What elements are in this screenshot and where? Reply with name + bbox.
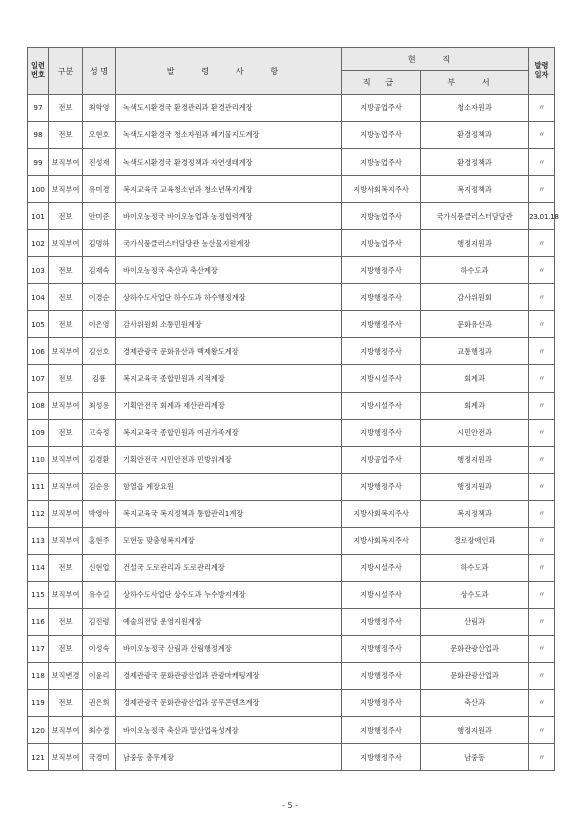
row-name: 최수경 <box>83 717 116 744</box>
row-date: 〃 <box>529 284 555 311</box>
row-category: 전보 <box>49 554 83 581</box>
row-name: 안미준 <box>83 203 116 230</box>
row-rank: 지방행정주사 <box>342 473 421 500</box>
row-rank: 지방공업주사 <box>342 446 421 473</box>
row-name: 유수길 <box>83 581 116 608</box>
row-number: 115 <box>28 581 49 608</box>
header-current-position: 현 직 <box>342 48 529 71</box>
row-order: 바이오농정국 바이오농업과 농정협력계장 <box>116 203 342 230</box>
row-date: 〃 <box>529 717 555 744</box>
row-number: 118 <box>28 662 49 689</box>
row-date: 〃 <box>529 690 555 717</box>
row-category: 보직부여 <box>49 527 83 554</box>
row-rank: 지방사회복지주사 <box>342 176 421 203</box>
row-category: 전보 <box>49 365 83 392</box>
table-row <box>28 311 555 338</box>
row-rank: 지방사회복지주사 <box>342 500 421 527</box>
row-order: 복지교육국 종합민원과 지적계장 <box>116 365 342 392</box>
row-number: 98 <box>28 122 49 149</box>
row-order: 상하수도사업단 하수도과 하수행정계장 <box>116 284 342 311</box>
header-rank: 직 급 <box>342 71 421 95</box>
row-dept: 국가식품클러스터담당관 <box>421 203 529 230</box>
row-category: 보직부여 <box>49 230 83 257</box>
row-order: 바이오농정국 축산과 축산계장 <box>116 257 342 284</box>
row-number: 105 <box>28 311 49 338</box>
row-order: 경제관광국 문화유산과 백제왕도계장 <box>116 338 342 365</box>
table-row <box>28 284 555 311</box>
row-name: 김재숙 <box>83 257 116 284</box>
row-date: 〃 <box>529 554 555 581</box>
row-dept: 회계과 <box>421 392 529 419</box>
table-row <box>28 717 555 744</box>
row-order: 감사위원회 소통민원계장 <box>116 311 342 338</box>
row-name: 이경순 <box>83 284 116 311</box>
row-order: 바이오농정국 산림과 산림행정계장 <box>116 635 342 662</box>
table-row <box>28 527 555 554</box>
row-rank: 지방행정주사 <box>342 419 421 446</box>
row-number: 114 <box>28 554 49 581</box>
row-category: 보직부여 <box>49 500 83 527</box>
row-name: 최학영 <box>83 95 116 122</box>
row-rank: 지방시설주사 <box>342 365 421 392</box>
row-rank: 지방공업주사 <box>342 95 421 122</box>
row-date: 〃 <box>529 257 555 284</box>
row-date: 〃 <box>529 635 555 662</box>
row-rank: 지방행정주사 <box>342 608 421 635</box>
row-order: 녹색도시환경국 청소자원과 폐기물지도계장 <box>116 122 342 149</box>
header-category: 구분 <box>49 48 83 95</box>
row-date: 〃 <box>529 744 555 771</box>
row-order: 상하수도사업단 상수도과 누수방지계장 <box>116 581 342 608</box>
row-order: 복지교육국 복지정책과 통합관리1계장 <box>116 500 342 527</box>
row-category: 보직부여 <box>49 717 83 744</box>
row-dept: 행정지원과 <box>421 446 529 473</box>
row-name: 권은희 <box>83 690 116 717</box>
row-category: 보직부여 <box>49 446 83 473</box>
row-dept: 문화관광산업과 <box>421 635 529 662</box>
row-rank: 지방사회복지주사 <box>342 527 421 554</box>
row-date: 〃 <box>529 527 555 554</box>
row-number: 102 <box>28 230 49 257</box>
table-row <box>28 230 555 257</box>
row-number: 103 <box>28 257 49 284</box>
table-row <box>28 446 555 473</box>
row-date: 〃 <box>529 365 555 392</box>
row-number: 117 <box>28 635 49 662</box>
row-category: 보직부여 <box>49 473 83 500</box>
row-dept: 하수도과 <box>421 554 529 581</box>
table-row <box>28 392 555 419</box>
row-order: 기획안전국 회계과 재산관리계장 <box>116 392 342 419</box>
row-dept: 행정지원과 <box>421 230 529 257</box>
row-rank: 지방농업주사 <box>342 149 421 176</box>
row-date: 〃 <box>529 419 555 446</box>
table-body <box>28 95 559 771</box>
row-dept: 행정지원과 <box>421 473 529 500</box>
row-category: 전보 <box>49 257 83 284</box>
row-name: 박영아 <box>83 500 116 527</box>
row-name: 고숙정 <box>83 419 116 446</box>
row-category: 보직부여 <box>49 149 83 176</box>
row-category: 전보 <box>49 690 83 717</box>
row-date: 〃 <box>529 392 555 419</box>
personnel-table <box>27 47 559 771</box>
row-dept: 축산과 <box>421 690 529 717</box>
header-date <box>529 48 555 95</box>
row-name: 진성재 <box>83 149 116 176</box>
row-date: 〃 <box>529 662 555 689</box>
row-number: 104 <box>28 284 49 311</box>
header-order: 발 령 사 항 <box>116 48 342 95</box>
row-rank: 지방행정주사 <box>342 635 421 662</box>
row-category: 보직변경 <box>49 662 83 689</box>
header-dept: 부 서 <box>421 71 529 95</box>
row-date: 〃 <box>529 176 555 203</box>
row-rank: 지방행정주사 <box>342 662 421 689</box>
row-name: 홍현주 <box>83 527 116 554</box>
row-name: 이은영 <box>83 311 116 338</box>
header-date-label: 발령 일자 <box>534 61 549 79</box>
row-date: 〃 <box>529 338 555 365</box>
table-row <box>28 662 555 689</box>
row-number: 110 <box>28 446 49 473</box>
row-category: 전보 <box>49 95 83 122</box>
row-name: 이윤리 <box>83 662 116 689</box>
row-dept: 문화관광산업과 <box>421 662 529 689</box>
row-name: 신현업 <box>83 554 116 581</box>
row-category: 전보 <box>49 284 83 311</box>
table-row <box>28 581 555 608</box>
row-dept: 교통행정과 <box>421 338 529 365</box>
row-category: 보직부여 <box>49 338 83 365</box>
row-number: 100 <box>28 176 49 203</box>
row-rank: 지방농업주사 <box>342 122 421 149</box>
row-category: 보직부여 <box>49 744 83 771</box>
row-number: 106 <box>28 338 49 365</box>
row-rank: 지방농업주사 <box>342 203 421 230</box>
row-dept: 회계과 <box>421 365 529 392</box>
row-dept: 복지정책과 <box>421 500 529 527</box>
row-order: 모현동 맞춤형복지계장 <box>116 527 342 554</box>
row-rank: 지방시설주사 <box>342 581 421 608</box>
row-rank: 지방행정주사 <box>342 311 421 338</box>
row-dept: 복지정책과 <box>421 176 529 203</box>
row-category: 보직부여 <box>49 392 83 419</box>
row-dept: 환경정책과 <box>421 122 529 149</box>
row-dept: 환경정책과 <box>421 149 529 176</box>
row-dept: 청소자원과 <box>421 95 529 122</box>
row-order: 함열읍 계장요원 <box>116 473 342 500</box>
row-name: 김선호 <box>83 338 116 365</box>
row-name: 김진령 <box>83 608 116 635</box>
row-order: 복지교육국 종합민원과 여권가족계장 <box>116 419 342 446</box>
row-date: 〃 <box>529 149 555 176</box>
header-name: 성 명 <box>83 48 116 95</box>
row-category: 보직부여 <box>49 176 83 203</box>
header-no <box>28 48 49 95</box>
table-row <box>28 149 555 176</box>
row-order: 바이오농정국 축산과 말산업육성계장 <box>116 717 342 744</box>
row-name: 최성용 <box>83 392 116 419</box>
row-date: 〃 <box>529 473 555 500</box>
table-row <box>28 257 555 284</box>
table-row <box>28 176 555 203</box>
row-dept: 감사위원회 <box>421 284 529 311</box>
table-header <box>28 48 555 95</box>
row-date: 〃 <box>529 311 555 338</box>
table-row <box>28 365 555 392</box>
table-row <box>28 744 555 771</box>
table-row <box>28 338 555 365</box>
row-category: 전보 <box>49 608 83 635</box>
row-name: 오현호 <box>83 122 116 149</box>
row-date: 〃 <box>529 608 555 635</box>
table-row <box>28 122 555 149</box>
row-dept: 경로장애인과 <box>421 527 529 554</box>
row-date: 〃 <box>529 122 555 149</box>
row-order: 예술의전당 운영지원계장 <box>116 608 342 635</box>
row-number: 107 <box>28 365 49 392</box>
row-order: 남중동 총무계장 <box>116 744 342 771</box>
row-order: 녹색도시환경국 환경관리과 환경관리계장 <box>116 95 342 122</box>
table-row <box>28 690 555 717</box>
row-dept: 하수도과 <box>421 257 529 284</box>
row-dept: 시민안전과 <box>421 419 529 446</box>
row-category: 전보 <box>49 635 83 662</box>
row-order: 경제관광국 문화관광산업과 콩무콘텐츠계장 <box>116 690 342 717</box>
row-order: 국가식품클러스터담당관 농산물지원계장 <box>116 230 342 257</box>
row-date: 〃 <box>529 500 555 527</box>
row-order: 건설국 도로관리과 도로관리계장 <box>116 554 342 581</box>
row-order: 기획안전국 시민안전과 민방위계장 <box>116 446 342 473</box>
table-row <box>28 95 555 122</box>
row-number: 113 <box>28 527 49 554</box>
row-category: 전보 <box>49 419 83 446</box>
row-number: 116 <box>28 608 49 635</box>
row-date: 23.01.18 <box>529 203 555 230</box>
row-rank: 지방시설주사 <box>342 554 421 581</box>
row-date: 〃 <box>529 446 555 473</box>
row-order: 경제관광국 문화관광산업과 관광마케팅계장 <box>116 662 342 689</box>
page-number: - 5 - <box>282 801 298 810</box>
row-rank: 지방행정주사 <box>342 284 421 311</box>
row-rank: 지방농업주사 <box>342 230 421 257</box>
row-number: 119 <box>28 690 49 717</box>
row-order: 녹색도시환경국 환경정책과 자연생태계장 <box>116 149 342 176</box>
row-date: 〃 <box>529 95 555 122</box>
row-dept: 문화유산과 <box>421 311 529 338</box>
row-category: 전보 <box>49 203 83 230</box>
row-name: 국경미 <box>83 744 116 771</box>
row-number: 97 <box>28 95 49 122</box>
row-order: 복지교육국 교육청소년과 청소년복지계장 <box>116 176 342 203</box>
row-category: 보직부여 <box>49 581 83 608</box>
row-name: 유미경 <box>83 176 116 203</box>
row-rank: 지방행정주사 <box>342 744 421 771</box>
row-number: 121 <box>28 744 49 771</box>
row-name: 김룡 <box>83 365 116 392</box>
row-dept: 상수도과 <box>421 581 529 608</box>
row-category: 전보 <box>49 122 83 149</box>
table-row <box>28 608 555 635</box>
row-date: 〃 <box>529 230 555 257</box>
row-rank: 지방행정주사 <box>342 257 421 284</box>
header-no-label: 일련 번호 <box>31 61 45 79</box>
table-row <box>28 203 555 230</box>
row-number: 99 <box>28 149 49 176</box>
row-name: 김순용 <box>83 473 116 500</box>
table-row <box>28 473 555 500</box>
row-number: 120 <box>28 717 49 744</box>
row-rank: 지방행정주사 <box>342 717 421 744</box>
row-name: 김경환 <box>83 446 116 473</box>
table-row <box>28 554 555 581</box>
table-row <box>28 500 555 527</box>
row-number: 112 <box>28 500 49 527</box>
row-rank: 지방시설주사 <box>342 392 421 419</box>
row-rank: 지방행정주사 <box>342 690 421 717</box>
row-name: 김명하 <box>83 230 116 257</box>
table-row <box>28 635 555 662</box>
row-number: 108 <box>28 392 49 419</box>
row-number: 111 <box>28 473 49 500</box>
row-rank: 지방행정주사 <box>342 338 421 365</box>
row-name: 이성숙 <box>83 635 116 662</box>
row-number: 109 <box>28 419 49 446</box>
row-category: 전보 <box>49 311 83 338</box>
row-date: 〃 <box>529 581 555 608</box>
row-dept: 남중동 <box>421 744 529 771</box>
row-number: 101 <box>28 203 49 230</box>
row-dept: 행정지원과 <box>421 717 529 744</box>
row-dept: 산림과 <box>421 608 529 635</box>
table-row <box>28 419 555 446</box>
